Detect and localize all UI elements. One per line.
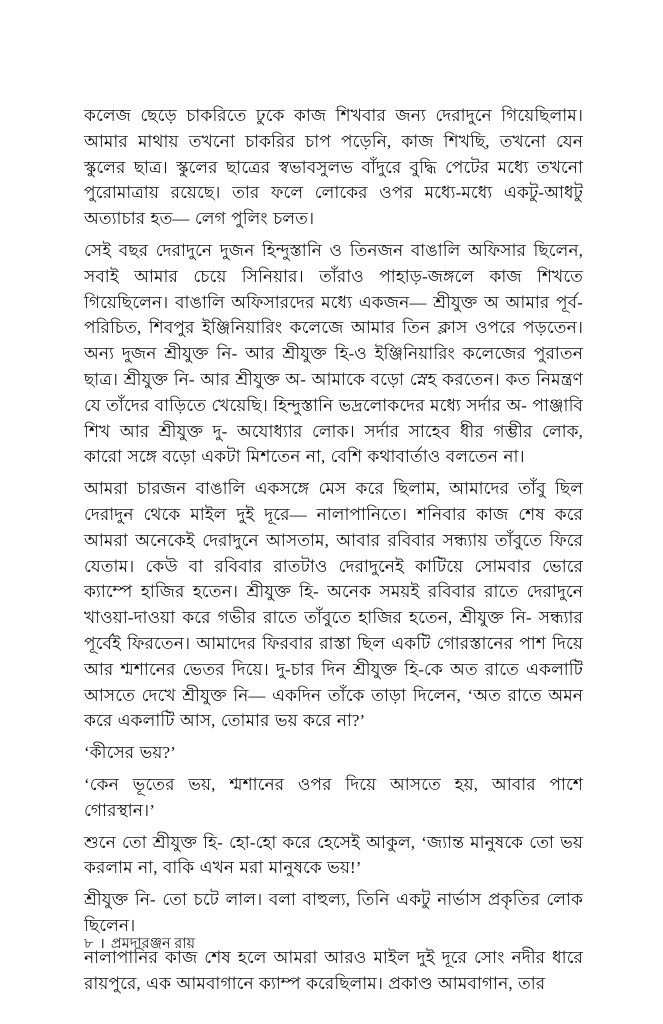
paragraph: সেই বছর দেরাদুনে দুজন হিন্দুস্তানি ও তিনজন বাঙালি অফিসার ছিলেন, সবাই আমার চেয়ে সিনিয়ার। তাঁরাও পাহাড়-জঙ্গলে কাজ শিখতে গিয়েছিলেন। বাঙালি অফিসারদের মধ্যে একজন— শ্রীযুক্ত অ আমার পূর্ব-পরিচিত, শিবপুর ইঞ্জিনিয়ারিং কলেজে আমার তিন ক্লাস ওপরে পড়তেন। অন্য দুজন শ্রীযুক্ত নি- আর শ্রীযুক্ত হি-ও ইঞ্জিনিয়ারিং কলেজের পুরাতন ছাত্র। শ্রীযুক্ত নি- আর শ্রীযুক্ত অ- আমাকে বড়ো স্নেহ করতেন। কত নিমন্ত্রণ যে তাঁদের বাড়িতে খেয়েছি। হিন্দুস্তানি ভদ্রলোকদের মধ্যে সর্দার অ- পাঞ্জাবি শিখ আর শ্রীযুক্ত দু- অযোধ্যার লোক। সর্দার সাহেব ধীর গম্ভীর লোক, কারো সঙ্গে বড়ো একটা মিশতেন না, বেশি কথাবার্তাও বলতেন না। bbox=[84, 240, 583, 467]
paragraph: নালাপানির কাজ শেষ হলে আমরা আরও মাইল দুই দূরে সোং নদীর ধারে রায়পুরে, এক আমবাগানে ক্যাম্প করেছিলাম। প্রকাণ্ড আমবাগান, তার bbox=[84, 947, 583, 993]
paragraph-dialogue: ‘কেন ভূতের ভয়, শ্মশানের ওপর দিয়ে আসতে হয়, আবার পাশে গোরস্থান।’ bbox=[84, 774, 583, 820]
paragraph-dialogue: শুনে তো শ্রীযুক্ত হি- হো-হো করে হেসেই আকুল, ‘জ্যান্ত মানুষকে তো ভয় করলাম না, বাকি এখন মরা মানুষকে ভয়!’ bbox=[84, 832, 583, 878]
body-text bbox=[84, 103, 583, 1002]
paragraph: কলেজ ছেড়ে চাকরিতে ঢুকে কাজ শিখবার জন্য দেরাদুনে গিয়েছিলাম। আমার মাথায় তখনো চাকরির চাপ পড়েনি, কাজ শিখছি, তখনো যেন স্কুলের ছাত্র। স্কুলের ছাত্রের স্বভাবসুলভ বাঁদুরে বুদ্ধি পেটের মধ্যে তখনো পুরোমাত্রায় রয়েছে। তার ফলে লোকের ওপর মধ্যে-মধ্যে একটু-আধটু অত্যাচার হত— লেগ পুলিং চলত। bbox=[84, 106, 583, 229]
paragraph: শ্রীযুক্ত নি- তো চটে লাল। বলা বাহুল্য, তিনি একটু নার্ভাস প্রকৃতির লোক ছিলেন। bbox=[84, 890, 583, 935]
page-number: ৮ bbox=[84, 936, 94, 952]
paragraph: আমরা চারজন বাঙালি একসঙ্গে মেস করে ছিলাম, আমাদের তাঁবু ছিল দেরাদুন থেকে মাইল দুই দূরে— নালাপানিতে। শনিবার কাজ শেষ করে আমরা অনেকেই দেরাদুনে আসতাম, আবার রবিবার সন্ধ্যায় তাঁবুতে ফিরে যেতাম। কেউ বা রবিবার রাতটাও দেরাদুনেই কাটিয়ে সোমবার ভোরে ক্যাম্পে হাজির হতেন। শ্রীযুক্ত হি- অনেক সময়ই রবিবার রাতে দেরাদুনে খাওয়া-দাওয়া করে গভীর রাতে তাঁবুতে হাজির হতেন, শ্রীযুক্ত নি- সন্ধ্যার পূর্বেই ফিরতেন। আমাদের ফিরবার রাস্তা ছিল একটি গোরস্তানের পাশ দিয়ে আর শ্মশানের ভেতর দিয়ে। দু-চার দিন শ্রীযুক্ত হি-কে অত রাতে একলাটি আসতে দেখে শ্রীযুক্ত নি— একদিন তাঁকে তাড়া দিলেন, ‘অত রাতে অমন করে একলাটি আস, তোমার ভয় করে না?’ bbox=[84, 479, 583, 731]
footer-separator: । bbox=[99, 936, 105, 952]
page-footer bbox=[84, 933, 195, 957]
footer-author: প্রমদারঞ্জন রায় bbox=[110, 936, 195, 952]
paragraph-dialogue: ‘কীসের ভয়?’ bbox=[84, 743, 176, 763]
